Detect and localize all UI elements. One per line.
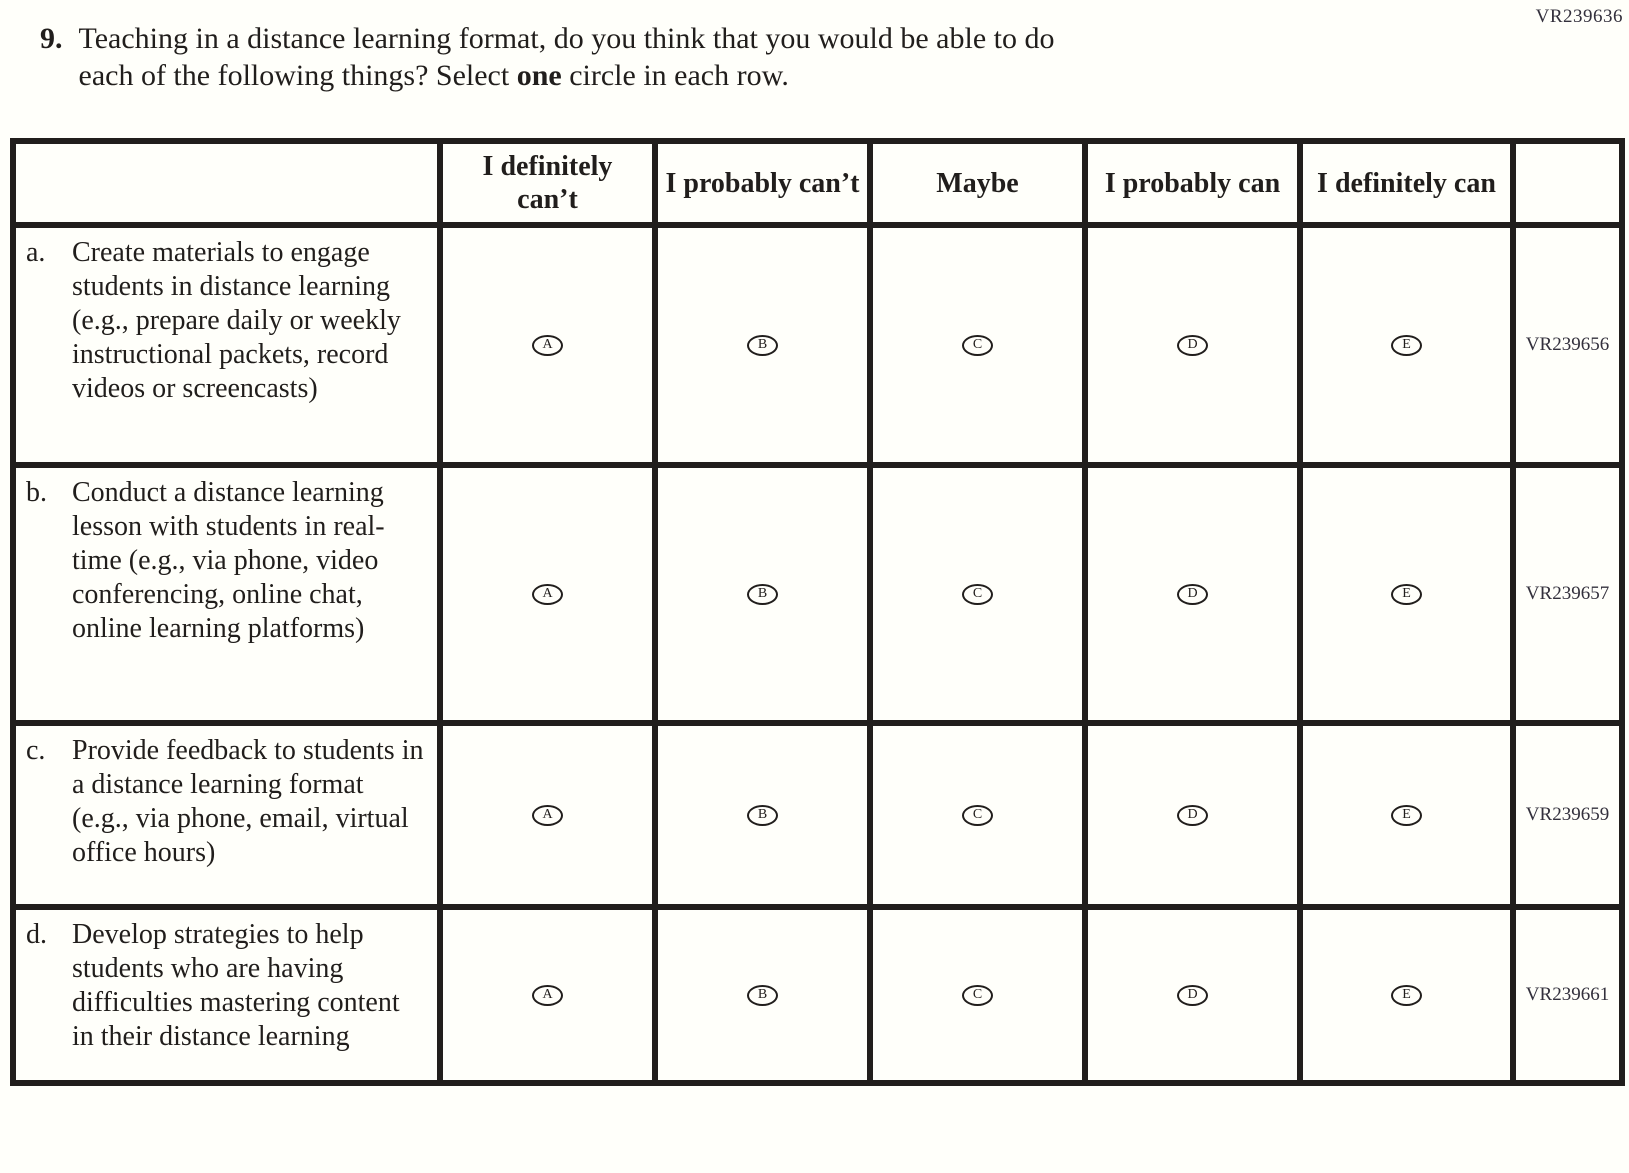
page-vr-code: VR239636 [1535,6,1623,27]
cell-b-probably-cant [655,465,870,723]
bubble-c-option-b[interactable]: B [747,805,778,826]
item-code-a: VR239656 [1513,225,1622,465]
item-letter-a: a. [26,237,46,268]
bubble-c-option-d[interactable]: D [1177,805,1208,826]
item-letter-b: b. [26,477,47,508]
bubble-d-option-b[interactable]: B [747,985,778,1006]
cell-d-definitely-cant [440,907,655,1083]
header-code-empty [1513,141,1622,225]
table-row-a [13,225,1622,465]
header-maybe: Maybe [870,141,1085,225]
question-line2: each of the following things? Select one circle in each row. [78,59,789,92]
table-row-c [13,723,1622,907]
cell-c-maybe [870,723,1085,907]
cell-b-definitely-cant [440,465,655,723]
cell-c-definitely-cant [440,723,655,907]
question-text [79,20,1055,94]
bubble-d-option-d[interactable]: D [1177,985,1208,1006]
cell-d-definitely-can [1300,907,1513,1083]
item-code-c: VR239659 [1513,723,1622,907]
bubble-a-option-e[interactable]: E [1391,335,1422,356]
cell-d-maybe [870,907,1085,1083]
bubble-d-option-c[interactable]: C [962,985,993,1006]
bubble-b-option-a[interactable]: A [532,584,563,605]
bubble-d-option-e[interactable]: E [1391,985,1422,1006]
item-text-c: Provide feedback to students in a distance learning format (e.g., via phone, email, virtual office hours) [72,735,424,868]
bubble-a-option-c[interactable]: C [962,335,993,356]
cell-a-probably-cant [655,225,870,465]
bubble-b-option-d[interactable]: D [1177,584,1208,605]
item-letter-d: d. [26,919,47,950]
question-block [40,20,1370,94]
bubble-b-option-e[interactable]: E [1391,584,1422,605]
cell-a-definitely-can [1300,225,1513,465]
bubble-a-option-b[interactable]: B [747,335,778,356]
header-definitely-can: I definitely can [1300,141,1513,225]
item-text-d: Develop strategies to help students who are having difficulties mastering content in their distance learning [72,919,400,1052]
header-row [13,141,1622,225]
cell-d-probably-can [1085,907,1300,1083]
bubble-d-option-a[interactable]: A [532,985,563,1006]
cell-b-definitely-can [1300,465,1513,723]
cell-d-probably-cant [655,907,870,1083]
item-stem-b [13,465,440,723]
bubble-c-option-a[interactable]: A [532,805,563,826]
bubble-c-option-c[interactable]: C [962,805,993,826]
cell-b-probably-can [1085,465,1300,723]
cell-c-probably-cant [655,723,870,907]
question-line1: Teaching in a distance learning format, do you think that you would be able to do [78,22,1055,55]
item-stem-a [13,225,440,465]
header-definitely-cant: I definitely can’t [440,141,655,225]
item-letter-c: c. [26,735,46,766]
header-stem-empty [13,141,440,225]
cell-c-definitely-can [1300,723,1513,907]
header-probably-can: I probably can [1085,141,1300,225]
item-code-b: VR239657 [1513,465,1622,723]
table-row-b [13,465,1622,723]
cell-b-maybe [870,465,1085,723]
item-stem-d [13,907,440,1083]
item-stem-c [13,723,440,907]
question-bold-word: one [516,59,562,92]
cell-a-probably-can [1085,225,1300,465]
table-row-d [13,907,1622,1083]
cell-a-maybe [870,225,1085,465]
item-text-b: Conduct a distance learning lesson with students in real-time (e.g., via phone, video conferencing, online chat, online learning platforms) [72,477,385,644]
question-number: 9. [40,22,63,55]
item-text-a: Create materials to engage students in distance learning (e.g., prepare daily or weekly instructional packets, record videos or screencasts) [72,237,401,404]
item-code-d: VR239661 [1513,907,1622,1083]
bubble-a-option-d[interactable]: D [1177,335,1208,356]
bubble-b-option-b[interactable]: B [747,584,778,605]
bubble-c-option-e[interactable]: E [1391,805,1422,826]
cell-c-probably-can [1085,723,1300,907]
bubble-b-option-c[interactable]: C [962,584,993,605]
header-probably-cant: I probably can’t [655,141,870,225]
cell-a-definitely-cant [440,225,655,465]
response-matrix-table [10,138,1625,1086]
bubble-a-option-a[interactable]: A [532,335,563,356]
